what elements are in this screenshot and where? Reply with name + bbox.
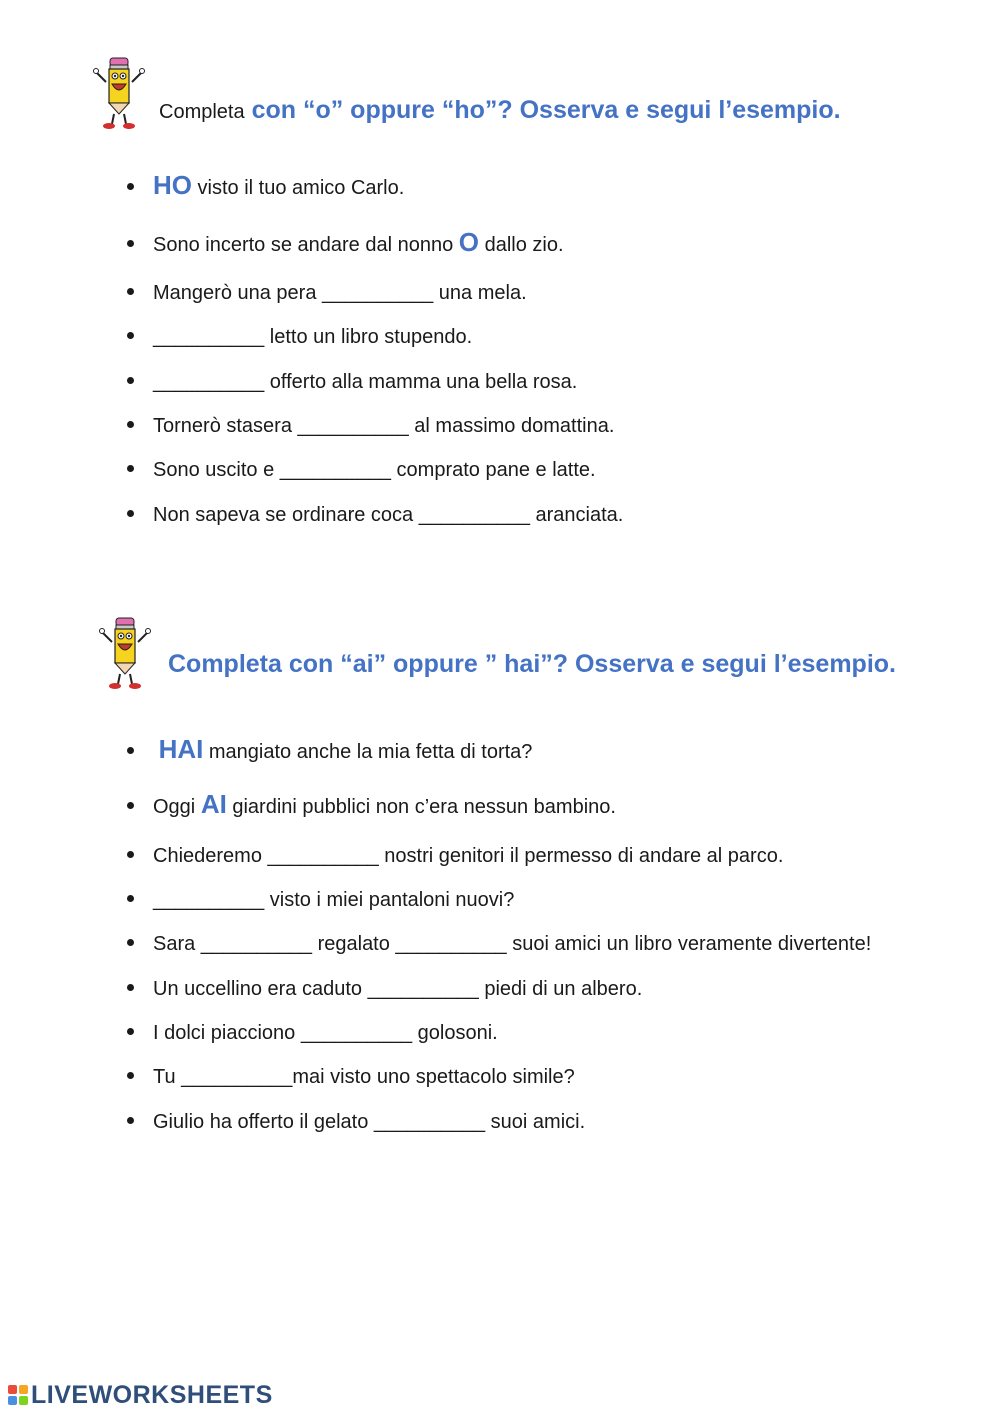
bullet-icon (127, 802, 134, 809)
list-item: Giulio ha offerto il gelato __________ suoi amici. (127, 1109, 585, 1135)
bullet-icon (127, 332, 134, 339)
bullet-icon (127, 183, 134, 190)
bullet-icon (127, 465, 134, 472)
list-item: Tu __________mai visto uno spettacolo simile? (127, 1064, 575, 1090)
list-item: __________ offerto alla mamma una bella rosa. (127, 369, 577, 395)
section2-title: Completa con “ai” oppure ” hai”? Osserva e segui l’esempio. (168, 650, 896, 678)
pencil-mascot-icon (98, 612, 158, 692)
list-item: Chiederemo __________ nostri genitori il permesso di andare al parco. (127, 843, 783, 869)
bullet-icon (127, 421, 134, 428)
list-item: Sono uscito e __________ comprato pane e latte. (127, 457, 596, 483)
bullet-icon (127, 984, 134, 991)
logo-text: LIVEWORKSHEETS (31, 1380, 273, 1409)
list-item: HAI mangiato anche la mia fetta di torta? (127, 736, 532, 765)
example-answer: HAI (158, 734, 204, 764)
logo-square (8, 1396, 17, 1405)
list-item: __________ visto i miei pantaloni nuovi? (127, 887, 514, 913)
list-item: Sara __________ regalato __________ suoi amici un libro veramente divertente! (127, 931, 871, 957)
section1-title (159, 96, 841, 125)
example-answer: HO (153, 170, 192, 200)
list-item: HO visto il tuo amico Carlo. (127, 172, 404, 201)
logo-square (8, 1385, 17, 1394)
section1-title-rest: con “o” oppure “ho”? Osserva e segui l’esempio. (251, 96, 841, 124)
bullet-icon (127, 240, 134, 247)
bullet-icon (127, 510, 134, 517)
liveworksheets-logo-icon (8, 1385, 28, 1405)
bullet-icon (127, 1117, 134, 1124)
list-item: Oggi AI giardini pubblici non c’era nessun bambino. (127, 791, 616, 820)
bullet-icon (127, 1072, 134, 1079)
list-item: Mangerò una pera __________ una mela. (127, 280, 527, 306)
bullet-icon (127, 851, 134, 858)
bullet-icon (127, 1028, 134, 1035)
bullet-icon (127, 747, 134, 754)
list-item: Tornerò stasera __________ al massimo domattina. (127, 413, 614, 439)
bullet-icon (127, 895, 134, 902)
example-answer: AI (200, 789, 227, 819)
bullet-icon (127, 377, 134, 384)
example-answer: O (458, 227, 480, 257)
list-item: Non sapeva se ordinare coca __________ aranciata. (127, 502, 623, 528)
list-item: __________ letto un libro stupendo. (127, 324, 472, 350)
list-item: Un uccellino era caduto __________ piedi di un albero. (127, 976, 642, 1002)
section1-title-lead: Completa (159, 101, 245, 123)
bullet-icon (127, 939, 134, 946)
list-item: I dolci piacciono __________ golosoni. (127, 1020, 498, 1046)
bullet-icon (127, 288, 134, 295)
liveworksheets-logo[interactable] (8, 1382, 273, 1408)
logo-square (19, 1385, 28, 1394)
list-item: Sono incerto se andare dal nonno O dallo zio. (127, 229, 564, 258)
logo-square (19, 1396, 28, 1405)
pencil-mascot-icon (92, 52, 152, 132)
